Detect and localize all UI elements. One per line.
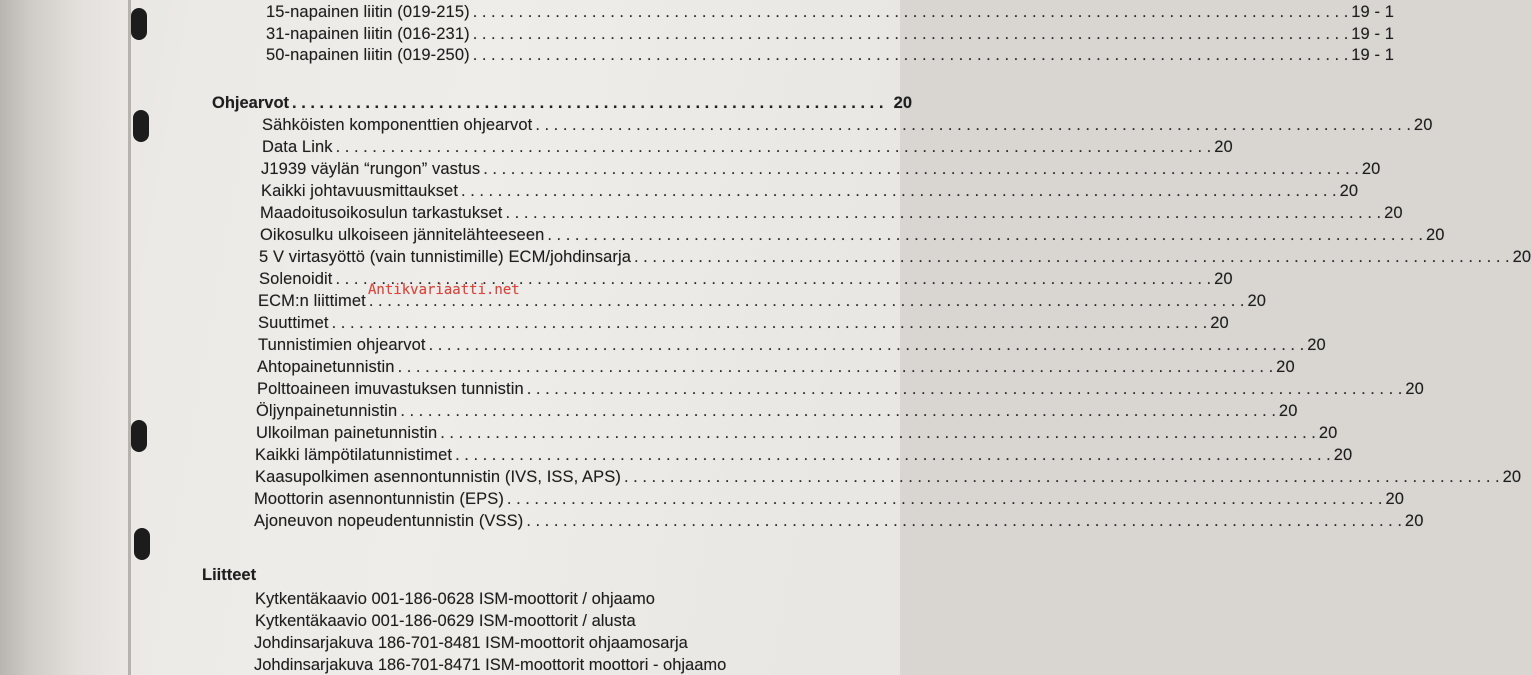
toc-entry-page: 19 - 1	[1351, 25, 1395, 43]
toc-entry-title: Sähköisten komponenttien ohjearvot	[262, 116, 533, 134]
toc-entry-page: 20	[1512, 248, 1531, 266]
toc-entry-title: 31-napainen liitin (016-231)	[266, 25, 470, 43]
toc-entry-page: 20	[1318, 424, 1338, 442]
toc-entry	[266, 25, 1395, 44]
section-heading-liitteet	[202, 566, 256, 585]
toc-entry	[255, 446, 1353, 465]
toc-entry	[255, 468, 1522, 487]
toc-entry	[259, 270, 1233, 289]
toc-entry	[261, 182, 1359, 201]
toc-entry-page: 20	[1214, 138, 1233, 156]
appendix-entry: Johdinsarjakuva 186-701-8481 ISM-moottorit ohjaamosarja	[254, 634, 688, 652]
toc-entry-page: 20	[1333, 446, 1353, 464]
toc-entry	[260, 226, 1445, 245]
toc-entry	[262, 138, 1233, 157]
leader-dots	[473, 25, 1349, 44]
toc-entry-title: Ulkoilman painetunnistin	[256, 424, 438, 442]
toc-entry-page: 20	[1247, 292, 1267, 310]
toc-entry-page: 20	[1361, 160, 1381, 178]
toc-entry-title: Solenoidit	[259, 270, 333, 288]
leader-dots	[624, 468, 1500, 487]
toc-entry-page: 20	[1278, 402, 1298, 420]
leader-dots	[336, 138, 1212, 157]
toc-entry-title: Kaasupolkimen asennontunnistin (IVS, ISS, APS)	[255, 468, 621, 486]
toc-entry-page: 20	[1307, 336, 1326, 354]
toc-entry-title: Suuttimet	[258, 314, 329, 332]
toc-entry-title: 50-napainen liitin (019-250)	[266, 46, 470, 64]
leader-dots	[634, 248, 1510, 267]
toc-entry-title: Ajoneuvon nopeudentunnistin (VSS)	[254, 512, 524, 530]
toc-entry-page: 19 - 1	[1351, 46, 1395, 64]
toc-entry	[257, 380, 1424, 399]
leader-dots	[473, 46, 1349, 65]
section-heading-title: Ohjearvot	[212, 94, 290, 112]
toc-entry	[258, 292, 1267, 311]
toc-entry-title: ECM:n liittimet	[258, 292, 366, 310]
leader-dots	[455, 446, 1331, 465]
toc-entry-title: Moottorin asennontunnistin (EPS)	[254, 490, 504, 508]
appendix-entry: Kytkentäkaavio 001-186-0628 ISM-moottorit / ohjaamo	[255, 590, 655, 608]
toc-entry	[266, 3, 1395, 22]
leader-dots	[292, 94, 891, 113]
leader-dots	[400, 402, 1276, 421]
toc-entry-page: 20	[1425, 226, 1445, 244]
toc-entry-page: 20	[1339, 182, 1359, 200]
leader-dots	[473, 3, 1349, 22]
toc-entry-title: J1939 väylän “rungon” vastus	[261, 160, 481, 178]
toc-entry-title: 5 V virtasyöttö (vain tunnistimille) ECM/johdinsarja	[259, 248, 632, 266]
toc-entry-page: 20	[1276, 358, 1295, 376]
appendix-entry: Kytkentäkaavio 001-186-0629 ISM-moottorit / alusta	[255, 612, 636, 630]
leader-dots	[332, 314, 1208, 333]
leader-dots	[398, 358, 1274, 377]
toc-entry-title: Kaikki lämpötilatunnistimet	[255, 446, 453, 464]
toc-entry	[258, 336, 1326, 355]
leader-dots	[507, 490, 1383, 509]
leader-dots	[483, 160, 1359, 179]
toc-entry-page: 20	[1405, 380, 1424, 398]
toc-entry	[254, 512, 1424, 531]
toc-entry	[266, 46, 1395, 65]
toc-entry	[257, 358, 1295, 377]
toc-entry-title: Tunnistimien ohjearvot	[258, 336, 426, 354]
leader-dots	[526, 512, 1402, 531]
toc-entry-page: 20	[1385, 490, 1405, 508]
toc-entry	[254, 490, 1405, 509]
toc-entry-title: Data Link	[262, 138, 333, 156]
toc-entry-title: Kaikki johtavuusmittaukset	[261, 182, 459, 200]
toc-entry	[261, 160, 1381, 179]
toc-entry-page: 20	[1214, 270, 1233, 288]
section-heading-ohjearvot	[212, 94, 912, 113]
section-heading-title: Liitteet	[202, 566, 257, 584]
toc-entry	[256, 402, 1298, 421]
toc-entry-page: 20	[1502, 468, 1522, 486]
toc-entry-title: 15-napainen liitin (019-215)	[266, 3, 470, 21]
leader-dots	[527, 380, 1403, 399]
toc-entry-page: 19 - 1	[1351, 3, 1395, 21]
toc-entry-page: 20	[1404, 512, 1424, 530]
leader-dots	[440, 424, 1316, 443]
leader-dots	[547, 226, 1423, 245]
section-heading-page: 20	[893, 94, 912, 112]
toc-entry-page: 20	[1384, 204, 1403, 222]
toc-entry	[258, 314, 1229, 333]
toc-entry-title: Polttoaineen imuvastuksen tunnistin	[257, 380, 524, 398]
leader-dots	[429, 336, 1305, 355]
leader-dots	[461, 182, 1337, 201]
toc-entry-title: Maadoitusoikosulun tarkastukset	[260, 204, 503, 222]
appendix-entry: Johdinsarjakuva 186-701-8471 ISM-moottorit moottori - ohjaamo	[254, 656, 727, 674]
toc-entry	[260, 204, 1403, 223]
leader-dots	[505, 204, 1381, 223]
toc-entry-title: Ahtopainetunnistin	[257, 358, 395, 376]
watermark-text: Antikvariaatti.net	[368, 282, 520, 298]
toc-entry	[256, 424, 1338, 443]
toc-entry-page: 20	[1210, 314, 1229, 332]
toc-entry	[262, 116, 1433, 135]
toc-entry-title: Oikosulku ulkoiseen jännitelähteeseen	[260, 226, 545, 244]
toc-entry-page: 20	[1413, 116, 1433, 134]
leader-dots	[535, 116, 1411, 135]
toc-entry-title: Öljynpainetunnistin	[256, 402, 398, 420]
toc-entry	[259, 248, 1531, 267]
